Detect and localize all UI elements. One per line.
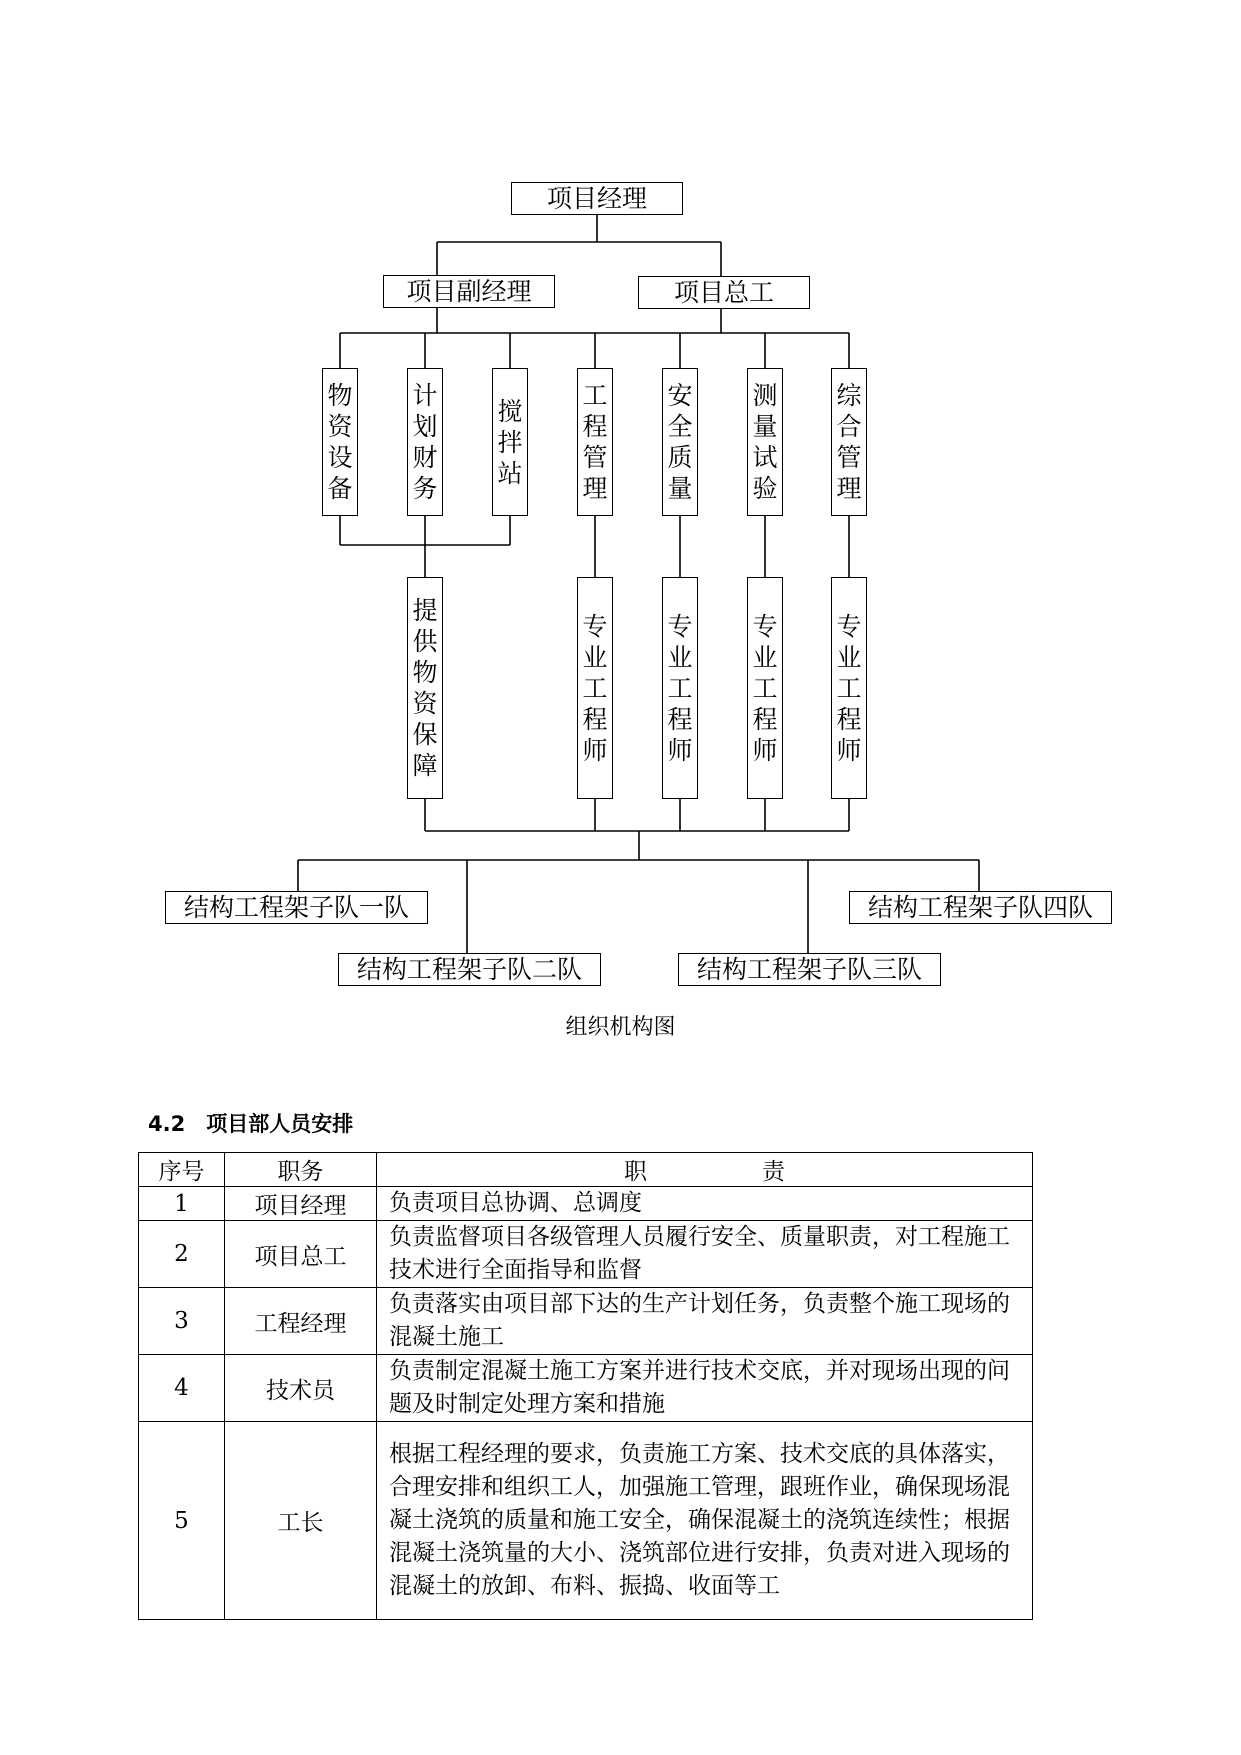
vertical-char: 综	[836, 381, 862, 410]
vertical-char: 提	[412, 596, 438, 625]
vertical-char: 师	[667, 735, 693, 765]
row-no: 4	[139, 1355, 225, 1422]
org-node-project-manager: 项目经理	[511, 182, 683, 215]
row-role: 工长	[225, 1422, 377, 1620]
vertical-char: 师	[752, 735, 778, 765]
vertical-char: 理	[582, 474, 608, 503]
vertical-char: 障	[412, 751, 438, 780]
vertical-char: 量	[752, 412, 778, 441]
org-node-deputy-manager: 项目副经理	[383, 275, 555, 308]
vertical-char: 管	[582, 443, 608, 472]
org-node-department	[492, 368, 528, 516]
org-node-team-3: 结构工程架子队三队	[678, 953, 941, 986]
vertical-char: 业	[752, 642, 778, 672]
row-no: 3	[139, 1288, 225, 1355]
table-row	[139, 1221, 1033, 1288]
vertical-char: 财	[412, 443, 438, 472]
vertical-char: 设	[327, 443, 353, 472]
row-duty: 负责制定混凝土施工方案并进行技术交底，并对现场出现的问题及时制定处理方案和措施	[377, 1355, 1033, 1422]
vertical-char: 测	[752, 381, 778, 410]
vertical-char: 保	[412, 720, 438, 749]
row-duty: 根据工程经理的要求，负责施工方案、技术交底的具体落实，合理安排和组织工人，加强施工管理，跟班作业，确保现场混凝土浇筑的质量和施工安全，确保混凝土的浇筑连续性；根据混凝土浇筑量的大小、浇筑部位进行安排，负责对进入现场的混凝土的放卸、布料、振捣、收面等工	[377, 1422, 1033, 1620]
org-node-team-2: 结构工程架子队二队	[338, 953, 601, 986]
org-node-department	[407, 368, 443, 516]
chart-caption: 组织机构图	[565, 1015, 676, 1040]
table-row	[139, 1355, 1033, 1422]
org-node-department	[662, 368, 698, 516]
table-header-row	[139, 1153, 1033, 1187]
vertical-char: 备	[327, 474, 353, 503]
vertical-char: 程	[582, 412, 608, 441]
vertical-char: 管	[836, 443, 862, 472]
vertical-char: 工	[836, 673, 862, 703]
vertical-char: 专	[667, 611, 693, 641]
vertical-char: 工	[667, 673, 693, 703]
vertical-char: 工	[582, 673, 608, 703]
vertical-char: 专	[836, 611, 862, 641]
row-no: 1	[139, 1187, 225, 1221]
vertical-char: 程	[752, 704, 778, 734]
org-node-specialist-engineer	[831, 577, 867, 799]
vertical-char: 物	[327, 381, 353, 410]
header-duty: 职 责	[377, 1153, 1033, 1187]
vertical-char: 合	[836, 412, 862, 441]
vertical-char: 试	[752, 443, 778, 472]
vertical-char: 搅	[497, 396, 523, 426]
vertical-char: 专	[582, 611, 608, 641]
vertical-char: 资	[412, 689, 438, 718]
org-node-chief-engineer: 项目总工	[638, 276, 810, 309]
org-node-department	[322, 368, 358, 516]
vertical-char: 站	[497, 458, 523, 488]
vertical-char: 师	[582, 735, 608, 765]
row-role: 技术员	[225, 1355, 377, 1422]
section-heading: 4.2 项目部人员安排	[148, 1112, 354, 1136]
vertical-char: 业	[667, 642, 693, 672]
vertical-char: 工	[582, 381, 608, 410]
row-no: 5	[139, 1422, 225, 1620]
org-node-material-support	[407, 577, 443, 799]
org-node-team-4: 结构工程架子队四队	[849, 891, 1112, 924]
org-node-specialist-engineer	[747, 577, 783, 799]
vertical-char: 专	[752, 611, 778, 641]
table-row	[139, 1288, 1033, 1355]
vertical-char: 务	[412, 474, 438, 503]
row-role: 项目经理	[225, 1187, 377, 1221]
vertical-char: 程	[582, 704, 608, 734]
vertical-char: 程	[836, 704, 862, 734]
org-node-team-1: 结构工程架子队一队	[165, 891, 428, 924]
vertical-char: 验	[752, 474, 778, 503]
vertical-char: 理	[836, 474, 862, 503]
vertical-char: 业	[582, 642, 608, 672]
vertical-char: 资	[327, 412, 353, 441]
vertical-char: 质	[667, 443, 693, 472]
vertical-char: 计	[412, 381, 438, 410]
org-node-specialist-engineer	[577, 577, 613, 799]
org-node-specialist-engineer	[662, 577, 698, 799]
vertical-char: 全	[667, 412, 693, 441]
vertical-char: 业	[836, 642, 862, 672]
row-duty: 负责监督项目各级管理人员履行安全、质量职责，对工程施工技术进行全面指导和监督	[377, 1221, 1033, 1288]
org-node-department	[831, 368, 867, 516]
header-role: 职务	[225, 1153, 377, 1187]
row-role: 项目总工	[225, 1221, 377, 1288]
row-no: 2	[139, 1221, 225, 1288]
org-node-department	[747, 368, 783, 516]
row-duty: 负责项目总协调、总调度	[377, 1187, 1033, 1221]
vertical-char: 物	[412, 658, 438, 687]
row-duty: 负责落实由项目部下达的生产计划任务，负责整个施工现场的混凝土施工	[377, 1288, 1033, 1355]
vertical-char: 拌	[497, 427, 523, 457]
org-node-department	[577, 368, 613, 516]
header-no: 序号	[139, 1153, 225, 1187]
vertical-char: 划	[412, 412, 438, 441]
table-row	[139, 1422, 1033, 1620]
vertical-char: 安	[667, 381, 693, 410]
staff-table	[138, 1152, 1033, 1620]
vertical-char: 量	[667, 474, 693, 503]
table-row	[139, 1187, 1033, 1221]
vertical-char: 供	[412, 627, 438, 656]
vertical-char: 师	[836, 735, 862, 765]
row-role: 工程经理	[225, 1288, 377, 1355]
vertical-char: 工	[752, 673, 778, 703]
vertical-char: 程	[667, 704, 693, 734]
